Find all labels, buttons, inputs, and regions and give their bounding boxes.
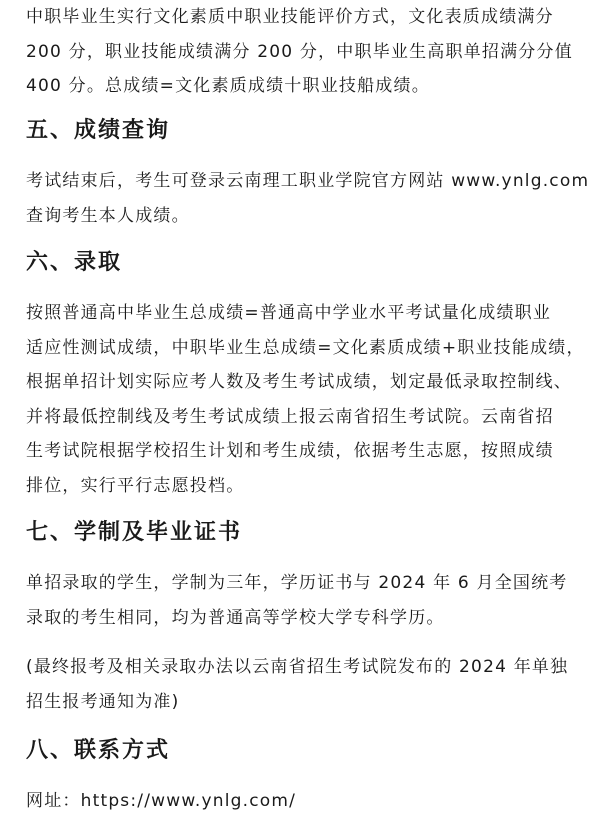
note-line: (最终报考及相关录取办法以云南省招生考试院发布的 2024 年单独 [26, 657, 569, 677]
intro-paragraph [26, 0, 596, 104]
section6-line: 排位，实行平行志愿投档。 [26, 475, 245, 496]
website-label: 网址： [26, 791, 81, 811]
section6-line: 按照普通高中毕业生总成绩=普通高中学业水平考试量化成绩职业 [26, 303, 552, 323]
section7-paragraph [26, 566, 596, 635]
section6-line: 并将最低控制线及考生考试成绩上报云南省招生考试院。云南省招 [26, 406, 554, 427]
section-heading-contact: 八、联系方式 [26, 738, 171, 763]
note-paragraph [26, 650, 596, 719]
section-heading-admission: 六、录取 [26, 250, 123, 275]
section6-line: 根据单招计划实际应考人数及考生考试成绩，划定最低录取控制线、 [26, 372, 572, 392]
intro-line: 200 分，职业技能成绩满分 200 分，中职毕业生高职单招满分分值 [26, 41, 573, 62]
section7-line: 录取的考生相同，均为普通高等学校大学专科学历。 [26, 607, 445, 628]
section-heading-score-query: 五、成绩查询 [26, 118, 171, 143]
contact-website [26, 784, 596, 819]
section6-paragraph [26, 296, 596, 503]
intro-line: 中职毕业生实行文化素质中职业技能评价方式，文化表质成绩满分 [26, 7, 554, 27]
section5-line: 查询考生本人成绩。 [26, 205, 190, 226]
intro-line: 400 分。总成绩=文化素质成绩十职业技船成绩。 [26, 76, 430, 96]
section6-line: 生考试院根据学校招生计划和考生成绩，依据考生志愿，按照成绩 [26, 441, 554, 461]
section5-paragraph [26, 164, 596, 233]
section6-line: 适应性测试成绩，中职毕业生总成绩=文化素质成绩+职业技能成绩， [26, 337, 585, 358]
website-link[interactable]: https://www.ynlg.com/ [80, 791, 297, 811]
section7-line: 单招录取的学生，学制为三年，学历证书与 2024 年 6 月全国统考 [26, 573, 568, 593]
section-heading-education-certificate: 七、学制及毕业证书 [26, 520, 243, 545]
section5-line: 考试结束后，考生可登录云南理工职业学院官方网站 www.ynlg.com [26, 171, 590, 191]
note-line: 招生报考通知为准) [26, 691, 180, 712]
